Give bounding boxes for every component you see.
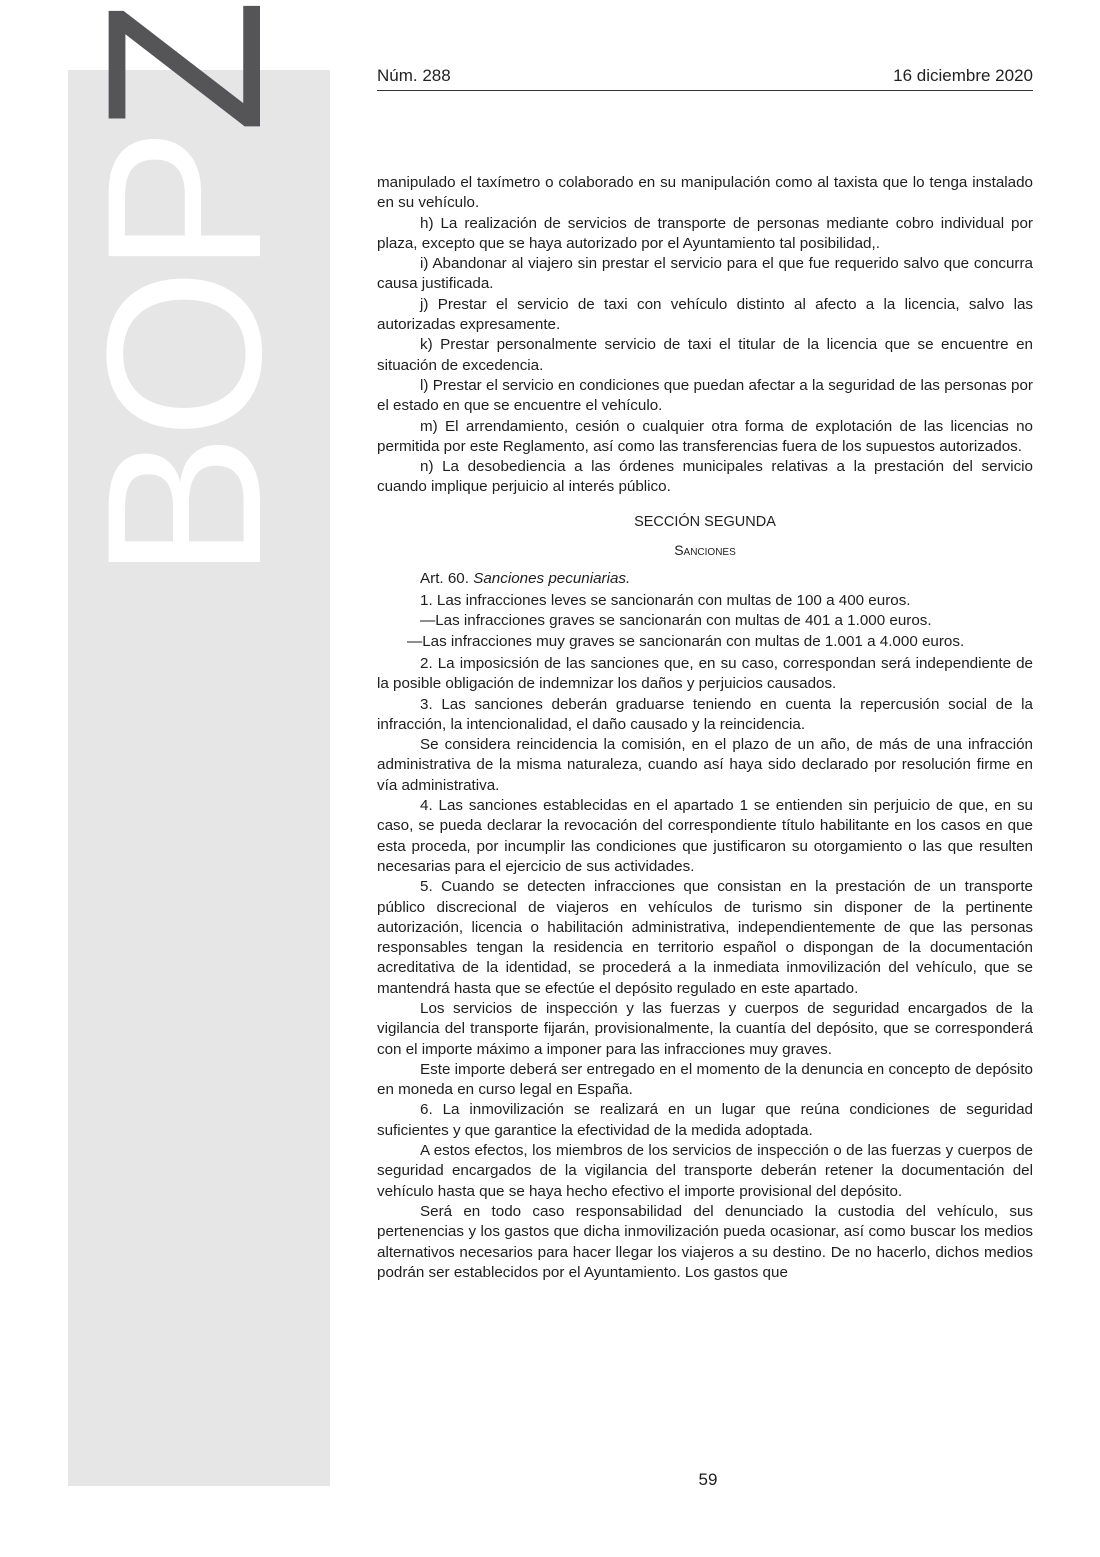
paragraph: 1. Las infracciones leves se sancionarán con multas de 100 a 400 euros. (420, 592, 911, 610)
logo-letter-p: P (61, 133, 307, 275)
paragraph: n) La desobediencia a las órdenes municipales relativas a la prestación del servicio cuando implique perjuicio al interés público. (377, 458, 1033, 496)
paragraph: 2. La imposicsión de las sanciones que, en su caso, correspondan será independiente de la posible obligación de indemnizar los daños y perjuicios causados. (377, 654, 1033, 693)
paragraph: h) La realización de servicios de transporte de personas mediante cobro individual por plaza, excepto que se haya autorizado por el Ayuntamiento tal posibilidad,. (377, 214, 1033, 252)
issue-number: Núm. 288 (377, 66, 451, 85)
article-number: Art. 60. (420, 569, 469, 587)
paragraph: j) Prestar el servicio de taxi con vehículo distinto al afecto a la licencia, salvo las autorizadas expresamente. (377, 295, 1033, 334)
paragraph: Será en todo caso responsabilidad del denunciado la custodia del vehículo, sus pertenencias y los gastos que dicha inmovilización pueda ocasionar, así como buscar los medios alternativos necesarios para hacer llegar los viajeros a su destino. De no hacerlo, dichos medios podrán ser establecidos por el Ayuntamiento. Los gastos que (377, 1202, 1033, 1281)
page-number: 59 (698, 1470, 718, 1489)
bopz-logo (61, 4, 307, 580)
paragraph: Los servicios de inspección y las fuerzas y cuerpos de seguridad encargados de la vigilancia del transporte fijarán, provisionalmente, la cuantía del depósito, que se corresponderá con el importe máximo a imponer para las infracciones muy graves. (377, 999, 1033, 1058)
paragraph: 6. La inmovilización se realizará en un lugar que reúna condiciones de seguridad suficientes y que garantice la efectividad de la medida adoptada. (377, 1101, 1033, 1139)
logo-letter-z: Z (61, 4, 307, 134)
paragraph: m) El arrendamiento, cesión o cualquier otra forma de explotación de las licencias no permitida por este Reglamento, así como las transferencias fuera de los supuestos autorizados. (377, 417, 1033, 455)
article-title: Sanciones pecuniarias. (473, 569, 631, 587)
paragraph: l) Prestar el servicio en condiciones que puedan afectar a la seguridad de las personas por el estado en que se encuentre el vehículo. (377, 376, 1033, 415)
page-header (377, 66, 1033, 91)
document-body (377, 173, 1033, 1283)
paragraph: A estos efectos, los miembros de los servicios de inspección o de las fuerzas y cuerpos de seguridad encargados de la vigilancia del transporte deberán retener la documentación del vehículo hasta que se haya hecho efectivo el importe provisional del depósito. (377, 1142, 1033, 1200)
section-heading: SECCIÓN SEGUNDA (634, 513, 776, 530)
article-heading (377, 569, 1033, 589)
paragraph: Este importe deberá ser entregado en el momento de la denuncia en concepto de depósito en moneda en curso legal en España. (377, 1060, 1033, 1099)
paragraph: i) Abandonar al viajero sin prestar el servicio para el que fue requerido salvo que concurra causa justificada. (377, 255, 1033, 293)
paragraph: —Las infracciones graves se sancionarán con multas de 401 a 1.000 euros. (420, 612, 932, 630)
paragraph: Se considera reincidencia la comisión, en el plazo de un año, de más de una infracción administrativa de la misma naturaleza, cuando así haya sido declarado por resolución firme en vía administrativa. (377, 736, 1033, 794)
logo-letter-o: O (61, 274, 307, 440)
issue-date: 16 diciembre 2020 (893, 66, 1033, 85)
paragraph: 4. Las sanciones establecidas en el apartado 1 se entienden sin perjuicio de que, en su caso, se pueda declarar la revocación del correspondiente título habilitante en los casos en que esta proceda, por incumplir las condiciones que justificaron su otorgamiento o las que resulten necesarias para el ejercicio de sus actividades. (377, 797, 1033, 875)
section-subheading: Sanciones (674, 541, 736, 558)
paragraph: 5. Cuando se detecten infracciones que consistan en la prestación de un transporte público discrecional de viajeros en vehículos de turismo sin disponer de la pertinente autorización, licencia o habilitación administrativa, independientemente de que las personas responsables tengan la residencia en territorio español o dispongan de la documentación acreditativa de la identidad, se procederá a la inmediata inmovilización del vehículo, que se mantendrá hasta que se efectúe el depósito regulado en este apartado. (377, 878, 1033, 997)
paragraph: manipulado el taxímetro o colaborado en su manipulación como al taxista que lo tenga instalado en su vehículo. (377, 174, 1033, 212)
paragraph: 3. Las sanciones deberán graduarse teniendo en cuenta la repercusión social de la infracción, la intencionalidad, el daño causado y la reincidencia. (377, 695, 1033, 733)
logo-letter-b: B (61, 439, 307, 580)
paragraph: k) Prestar personalmente servicio de taxi el titular de la licencia que se encuentre en situación de excedencia. (377, 336, 1033, 374)
paragraph: —Las infracciones muy graves se sancionarán con multas de 1.001 a 4.000 euros. (407, 632, 965, 650)
